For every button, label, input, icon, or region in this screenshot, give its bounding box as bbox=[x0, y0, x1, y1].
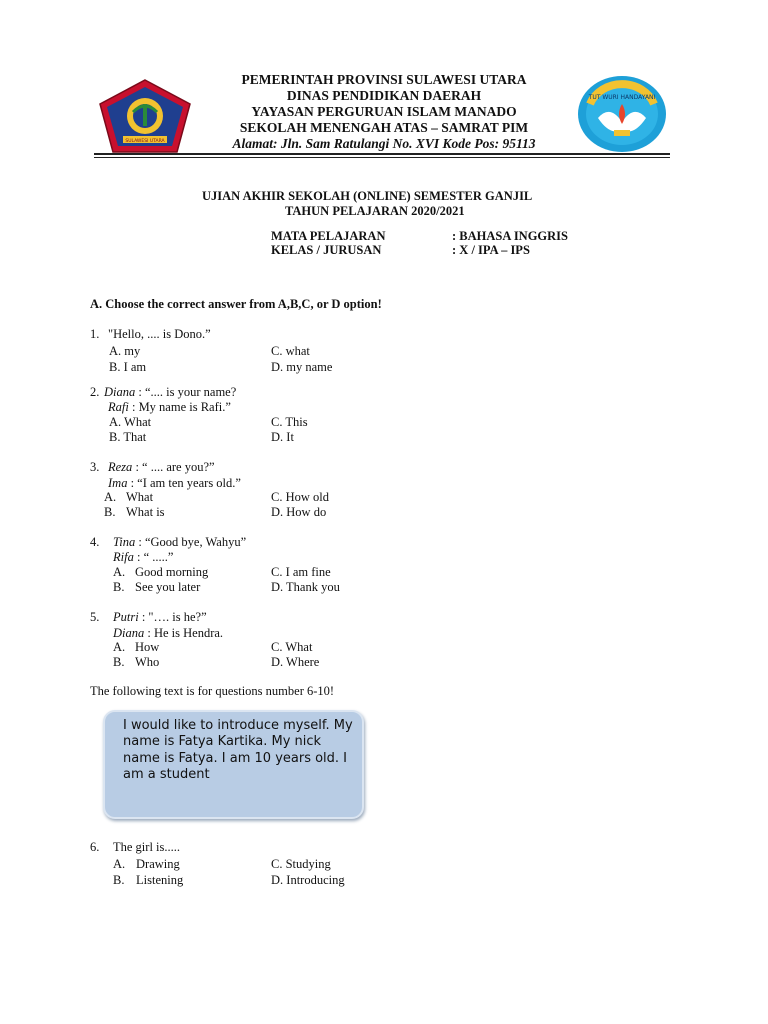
header-foundation: YAYASAN PERGURUAN ISLAM MANADO bbox=[251, 104, 517, 119]
option-d[interactable]: D. my name bbox=[271, 360, 333, 374]
tut-wuri-handayani-logo-icon bbox=[576, 74, 668, 154]
option-c[interactable]: C. I am fine bbox=[271, 565, 331, 579]
option-a[interactable]: Good morning bbox=[135, 565, 209, 579]
option-b-letter: B. bbox=[113, 655, 125, 669]
option-a[interactable]: A. What bbox=[109, 415, 152, 429]
speaker-name: Reza bbox=[108, 460, 133, 474]
header-address: Alamat: Jln. Sam Ratulangi No. XVI Kode Pos: 95113 bbox=[232, 136, 536, 151]
option-a[interactable]: What bbox=[126, 490, 154, 504]
speaker-name: Rafi bbox=[108, 400, 129, 414]
speaker-name: Rifa bbox=[113, 550, 134, 564]
province-emblem-text: SULAWESI UTARA bbox=[125, 139, 165, 144]
exam-year: TAHUN PELAJARAN 2020/2021 bbox=[285, 204, 465, 218]
header-government: PEMERINTAH PROVINSI SULAWESI UTARA bbox=[241, 72, 527, 87]
dialogue-line: : “ .... are you?” bbox=[132, 460, 215, 474]
question-number: 2. bbox=[90, 385, 100, 399]
header-school: SEKOLAH MENENGAH ATAS – SAMRAT PIM bbox=[239, 120, 529, 135]
option-d[interactable]: D. Thank you bbox=[271, 580, 340, 594]
question-number: 5. bbox=[90, 610, 100, 624]
option-a-letter: A. bbox=[113, 640, 126, 654]
dialogue-line: : “ .....” bbox=[133, 550, 174, 564]
question-text: The girl is..... bbox=[113, 840, 181, 854]
speaker-name: Diana bbox=[104, 385, 136, 399]
tut-wuri-handayani-text: TUT WURI HANDAYANI bbox=[588, 94, 656, 101]
question-number: 1. bbox=[90, 327, 100, 341]
option-b[interactable]: B. I am bbox=[109, 360, 147, 374]
option-a[interactable]: Drawing bbox=[136, 857, 180, 871]
option-b[interactable]: Listening bbox=[136, 873, 184, 887]
passage-textbox bbox=[103, 710, 364, 819]
header-department: DINAS PENDIDIKAN DAERAH bbox=[286, 88, 482, 103]
option-b[interactable]: What is bbox=[126, 505, 165, 519]
option-c[interactable]: C. what bbox=[271, 344, 310, 358]
option-a[interactable]: A. my bbox=[109, 344, 141, 358]
question-number: 6. bbox=[90, 840, 100, 854]
option-b[interactable]: B. That bbox=[109, 430, 147, 444]
passage-intro: The following text is for questions number 6-10! bbox=[90, 684, 335, 698]
dialogue-line: : “I am ten years old.” bbox=[127, 476, 241, 490]
option-d[interactable]: D. It bbox=[271, 430, 294, 444]
subject-label: MATA PELAJARAN bbox=[271, 229, 386, 243]
option-c[interactable]: C. What bbox=[271, 640, 313, 654]
option-c[interactable]: C. Studying bbox=[271, 857, 331, 871]
dialogue-line: : “Good bye, Wahyu” bbox=[135, 535, 247, 549]
question-number: 4. bbox=[90, 535, 100, 549]
dialogue-line: : “.... is your name? bbox=[135, 385, 237, 399]
dialogue-line: : My name is Rafi.” bbox=[128, 400, 231, 414]
speaker-name: Diana bbox=[113, 626, 145, 640]
option-d[interactable]: D. Where bbox=[271, 655, 320, 669]
exam-title: UJIAN AKHIR SEKOLAH (ONLINE) SEMESTER GANJIL bbox=[202, 189, 533, 203]
option-b[interactable]: See you later bbox=[135, 580, 201, 594]
option-b[interactable]: Who bbox=[135, 655, 160, 669]
class-value: : X / IPA – IPS bbox=[452, 243, 530, 257]
option-a-letter: A. bbox=[104, 490, 117, 504]
speaker-name: Ima bbox=[108, 476, 128, 490]
letterhead-rule-thin bbox=[94, 157, 670, 158]
option-c[interactable]: C. How old bbox=[271, 490, 329, 504]
option-c[interactable]: C. This bbox=[271, 415, 308, 429]
passage-text: I would like to introduce myself. My name is Fatya Kartika. My nick name is Fatya. I am 10 years old. I am a student bbox=[123, 718, 353, 782]
class-label: KELAS / JURUSAN bbox=[271, 243, 382, 257]
section-a-instruction: A. Choose the correct answer from A,B,C, or D option! bbox=[90, 297, 382, 311]
question-number: 3. bbox=[90, 460, 100, 474]
dialogue-line: : He is Hendra. bbox=[144, 626, 224, 640]
option-b-letter: B. bbox=[113, 873, 125, 887]
option-a[interactable]: How bbox=[135, 640, 160, 654]
speaker-name: Putri bbox=[113, 610, 139, 624]
option-d[interactable]: D. How do bbox=[271, 505, 327, 519]
dialogue-line: : "…. is he?” bbox=[138, 610, 207, 624]
subject-value: : BAHASA INGGRIS bbox=[452, 229, 568, 243]
option-b-letter: B. bbox=[104, 505, 116, 519]
option-d[interactable]: D. Introducing bbox=[271, 873, 345, 887]
question-text: "Hello, .... is Dono.” bbox=[108, 327, 211, 341]
option-b-letter: B. bbox=[113, 580, 125, 594]
speaker-name: Tina bbox=[113, 535, 136, 549]
letterhead-rule-thick bbox=[94, 153, 670, 155]
option-a-letter: A. bbox=[113, 857, 126, 871]
option-a-letter: A. bbox=[113, 565, 126, 579]
